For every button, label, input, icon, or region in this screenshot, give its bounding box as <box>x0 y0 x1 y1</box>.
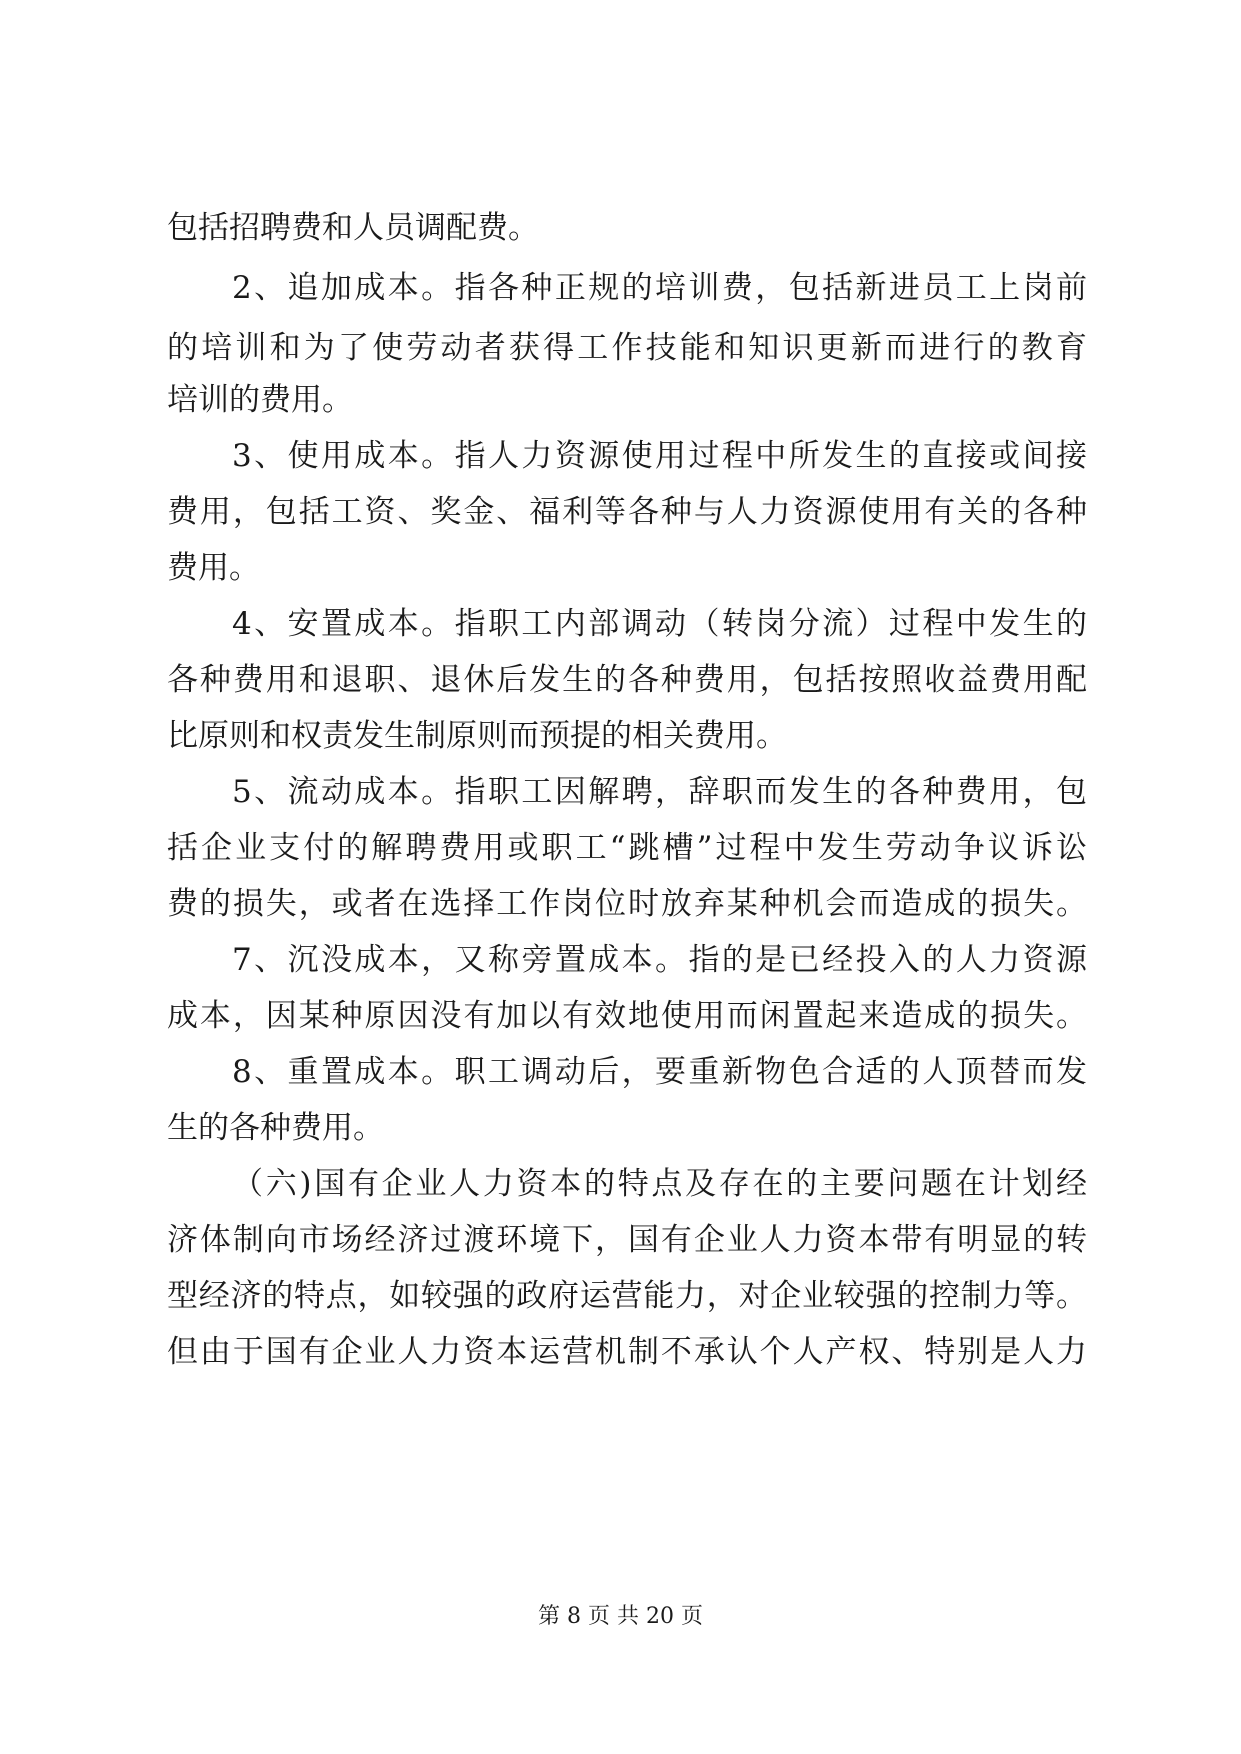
paragraph-line: 成本，因某种原因没有加以有效地使用而闲置起来造成的损失。 <box>167 998 1087 1034</box>
paragraph-line: 但由于国有企业人力资本运营机制不承认个人产权、特别是人力 <box>167 1334 1087 1370</box>
paragraph-line: 比原则和权责发生制原则而预提的相关费用。 <box>167 718 787 754</box>
paragraph-line: 5、流动成本。指职工因解聘，辞职而发生的各种费用，包 <box>232 774 1087 810</box>
paragraph-line: 8、重置成本。职工调动后，要重新物色合适的人顶替而发 <box>232 1054 1087 1090</box>
paragraph-line: 培训的费用。 <box>167 382 353 418</box>
paragraph-line: （六)国有企业人力资本的特点及存在的主要问题在计划经 <box>232 1166 1087 1202</box>
paragraph-line: 3、使用成本。指人力资源使用过程中所发生的直接或间接 <box>232 438 1087 474</box>
paragraph-line: 4、安置成本。指职工内部调动（转岗分流）过程中发生的 <box>232 606 1087 642</box>
paragraph-line: 括企业支付的解聘费用或职工“跳槽”过程中发生劳动争议诉讼 <box>167 830 1087 866</box>
paragraph-line: 费用，包括工资、奖金、福利等各种与人力资源使用有关的各种 <box>167 494 1087 530</box>
paragraph-line: 费的损失，或者在选择工作岗位时放弃某种机会而造成的损失。 <box>167 886 1087 922</box>
paragraph-line: 生的各种费用。 <box>167 1110 384 1146</box>
paragraph-line: 7、沉没成本，又称旁置成本。指的是已经投入的人力资源 <box>232 942 1087 978</box>
paragraph-line: 各种费用和退职、退休后发生的各种费用，包括按照收益费用配 <box>167 662 1087 698</box>
paragraph-line: 包括招聘费和人员调配费。 <box>167 210 539 246</box>
paragraph-line: 2、追加成本。指各种正规的培训费，包括新进员工上岗前 <box>232 270 1087 306</box>
paragraph-line: 型经济的特点，如较强的政府运营能力，对企业较强的控制力等。 <box>167 1278 1087 1314</box>
paragraph-line: 济体制向市场经济过渡环境下，国有企业人力资本带有明显的转 <box>167 1222 1087 1258</box>
page-footer: 第 8 页 共 20 页 <box>538 1604 703 1629</box>
paragraph-line: 费用。 <box>167 550 260 586</box>
paragraph-line: 的培训和为了使劳动者获得工作技能和知识更新而进行的教育 <box>167 330 1087 366</box>
